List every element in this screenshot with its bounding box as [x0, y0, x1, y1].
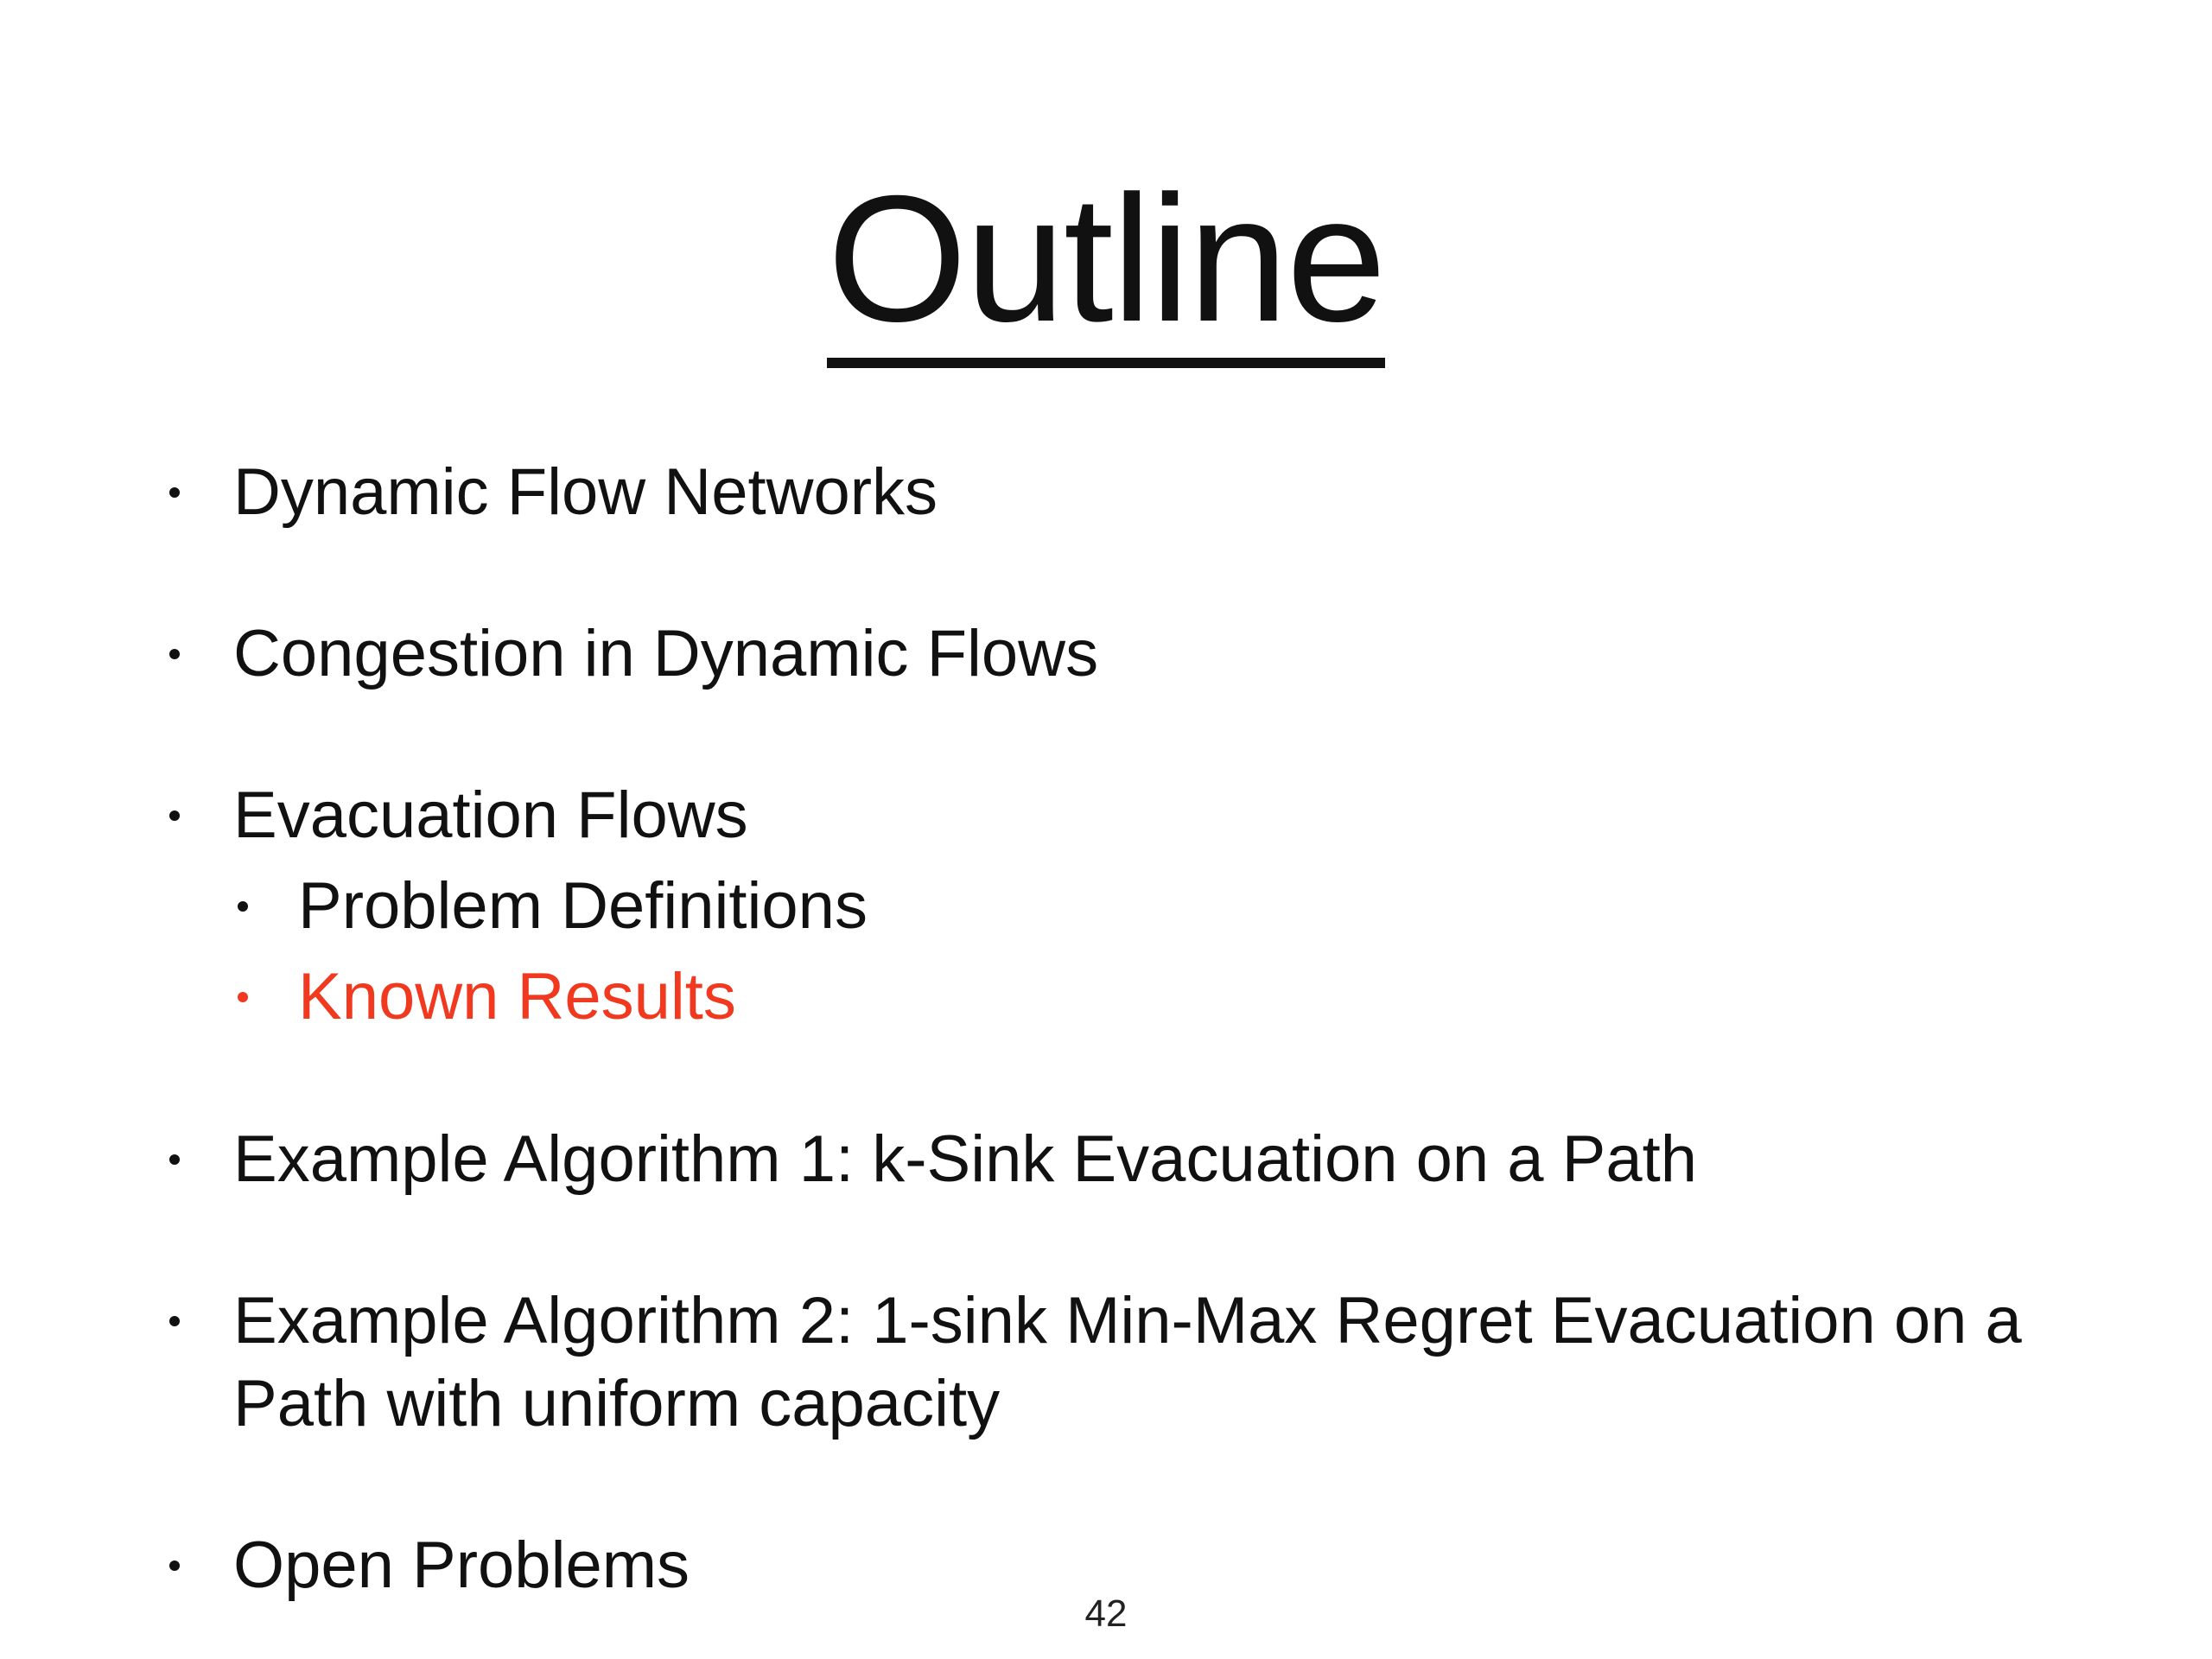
bullet-icon — [169, 1154, 180, 1165]
outline-item-evacuation-flows — [233, 774, 748, 857]
slide-title-text: Outline — [827, 169, 1384, 368]
page-number: 42 — [1084, 1592, 1128, 1635]
outline-item-label: Known Results — [298, 960, 736, 1033]
outline-item-label: Open Problems — [233, 1529, 690, 1602]
outline-item-example-algorithm-2 — [233, 1280, 2022, 1446]
outline-item-dynamic-flow-networks — [233, 451, 938, 534]
outline-item-label: Example Algorithm 1: k-Sink Evacuation on a Path — [233, 1122, 1698, 1196]
outline-item-label: Evacuation Flows — [233, 779, 748, 852]
bullet-icon — [169, 810, 180, 821]
bullet-icon — [169, 1316, 180, 1326]
bullet-icon — [238, 901, 248, 912]
outline-item-example-algorithm-1 — [233, 1118, 1697, 1201]
outline-subitem-known-results — [298, 956, 736, 1039]
outline-item-label-line-1: Example Algorithm 2: 1-sink Min-Max Regret Evacuation on a — [233, 1284, 2022, 1357]
bullet-icon — [169, 487, 180, 498]
bullet-icon — [169, 649, 180, 659]
outline-item-label: Congestion in Dynamic Flows — [233, 617, 1099, 690]
outline-item-label-line-2: Path with uniform capacity — [233, 1367, 1001, 1440]
bullet-icon — [238, 992, 248, 1002]
bullet-icon — [169, 1560, 180, 1571]
outline-item-label: Problem Definitions — [298, 869, 868, 943]
outline-item-congestion — [233, 613, 1098, 696]
outline-subitem-problem-definitions — [298, 865, 868, 948]
outline-item-label: Dynamic Flow Networks — [233, 455, 938, 529]
